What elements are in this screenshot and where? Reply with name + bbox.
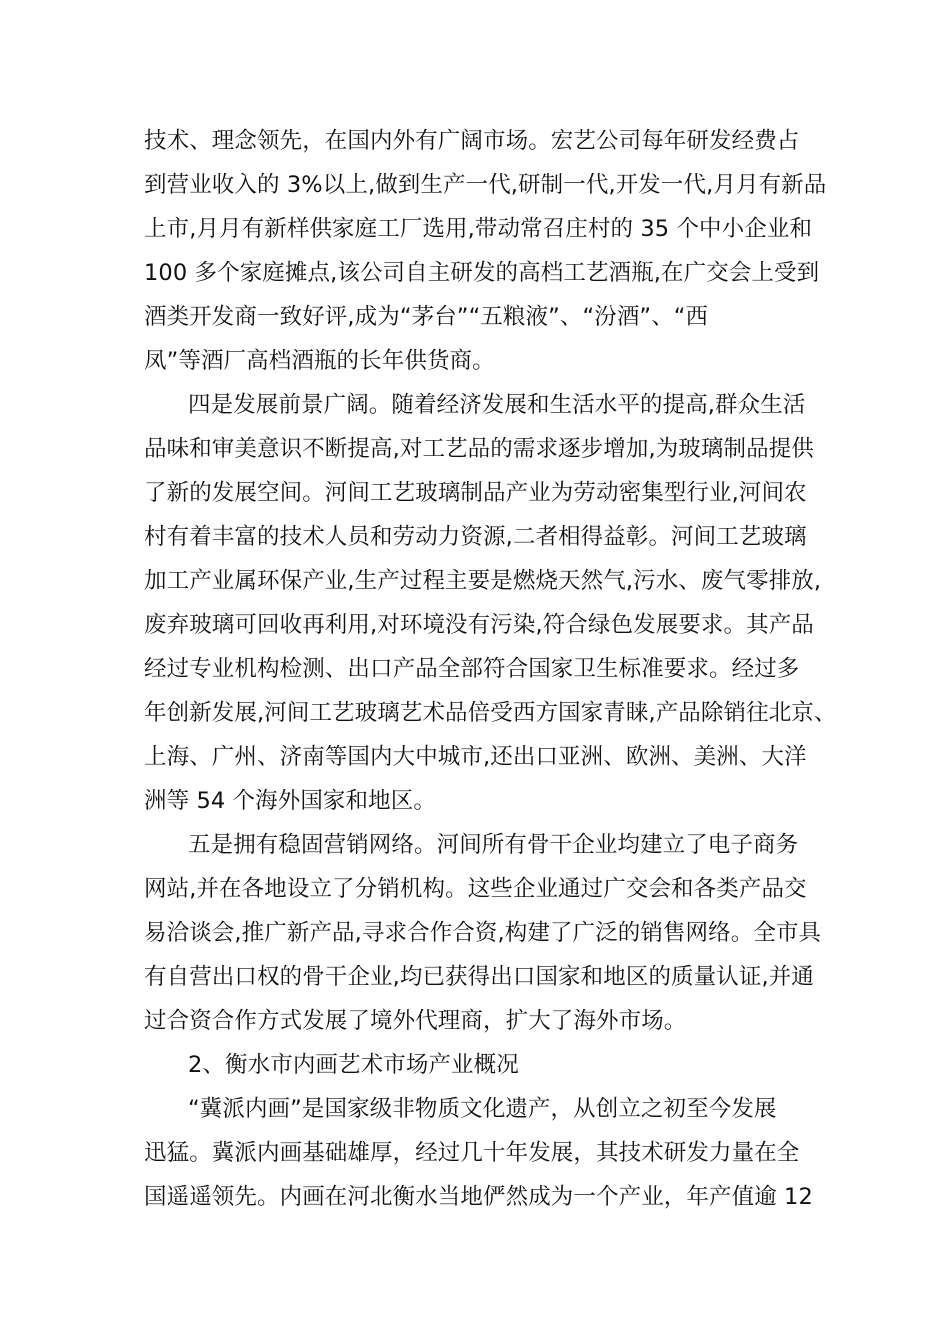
text-line: 上市,月月有新样供家庭工厂选用,带动常召庄村的 35 个中小企业和 — [144, 216, 813, 242]
text-line: 技术、理念领先，在国内外有广阔市场。宏艺公司每年研发经费占 — [144, 128, 800, 154]
text-line: 废弃玻璃可回收再利用,对环境没有污染,符合绿色发展要求。其产品 — [144, 612, 814, 638]
paragraph-first-line: 四是发展前景广阔。随着经济发展和生活水平的提高,群众生活 — [188, 392, 806, 418]
text-line: 村有着丰富的技术人员和劳动力资源,二者相得益彰。河间工艺玻璃 — [144, 524, 807, 550]
text-line: 凤”等酒厂高档酒瓶的长年供货商。 — [144, 348, 495, 374]
paragraph-first-line: “冀派内画”是国家级非物质文化遗产，从创立之初至今发展 — [188, 1096, 777, 1122]
text-line: 经过专业机构检测、出口产品全部符合国家卫生标准要求。经过多 — [144, 656, 800, 682]
text-line: 上海、广州、济南等国内大中城市,还出口亚洲、欧洲、美洲、大洋 — [144, 744, 807, 770]
section-heading: 2、衡水市内画艺术市场产业概况 — [188, 1052, 519, 1078]
text-line: 迅猛。冀派内画基础雄厚，经过几十年发展，其技术研发力量在全 — [144, 1140, 800, 1166]
text-line: 有自营出口权的骨干企业,均已获得出口国家和地区的质量认证,并通 — [144, 964, 814, 990]
text-line: 100 多个家庭摊点,该公司自主研发的高档工艺酒瓶,在广交会上受到 — [144, 260, 820, 286]
text-line: 洲等 54 个海外国家和地区。 — [144, 788, 436, 814]
text-line: 年创新发展,河间工艺玻璃艺术品倍受西方国家青睐,产品除销往北京、 — [144, 700, 837, 726]
text-line: 国遥遥领先。内画在河北衡水当地俨然成为一个产业，年产值逾 12 — [144, 1184, 813, 1210]
text-line: 品味和审美意识不断提高,对工艺品的需求逐步增加,为玻璃制品提供 — [144, 436, 814, 462]
text-line: 到营业收入的 3%以上,做到生产一代,研制一代,开发一代,月月有新品 — [144, 172, 827, 198]
paragraph-first-line: 五是拥有稳固营销网络。河间所有骨干企业均建立了电子商务 — [188, 832, 799, 858]
text-line: 易洽谈会,推广新产品,寻求合作合资,构建了广泛的销售网络。全市具 — [144, 920, 822, 946]
text-line: 了新的发展空间。河间工艺玻璃制品产业为劳动密集型行业,河间农 — [144, 480, 807, 506]
text-line: 过合资合作方式发展了境外代理商，扩大了海外市场。 — [144, 1008, 687, 1034]
text-line: 酒类开发商一致好评,成为“茅台”“五粮液”、“汾酒”、“西 — [144, 304, 709, 330]
text-line: 网站,并在各地设立了分销机构。这些企业通过广交会和各类产品交 — [144, 876, 807, 902]
text-line: 加工产业属环保产业,生产过程主要是燃烧天然气,污水、废气零排放, — [144, 568, 822, 594]
